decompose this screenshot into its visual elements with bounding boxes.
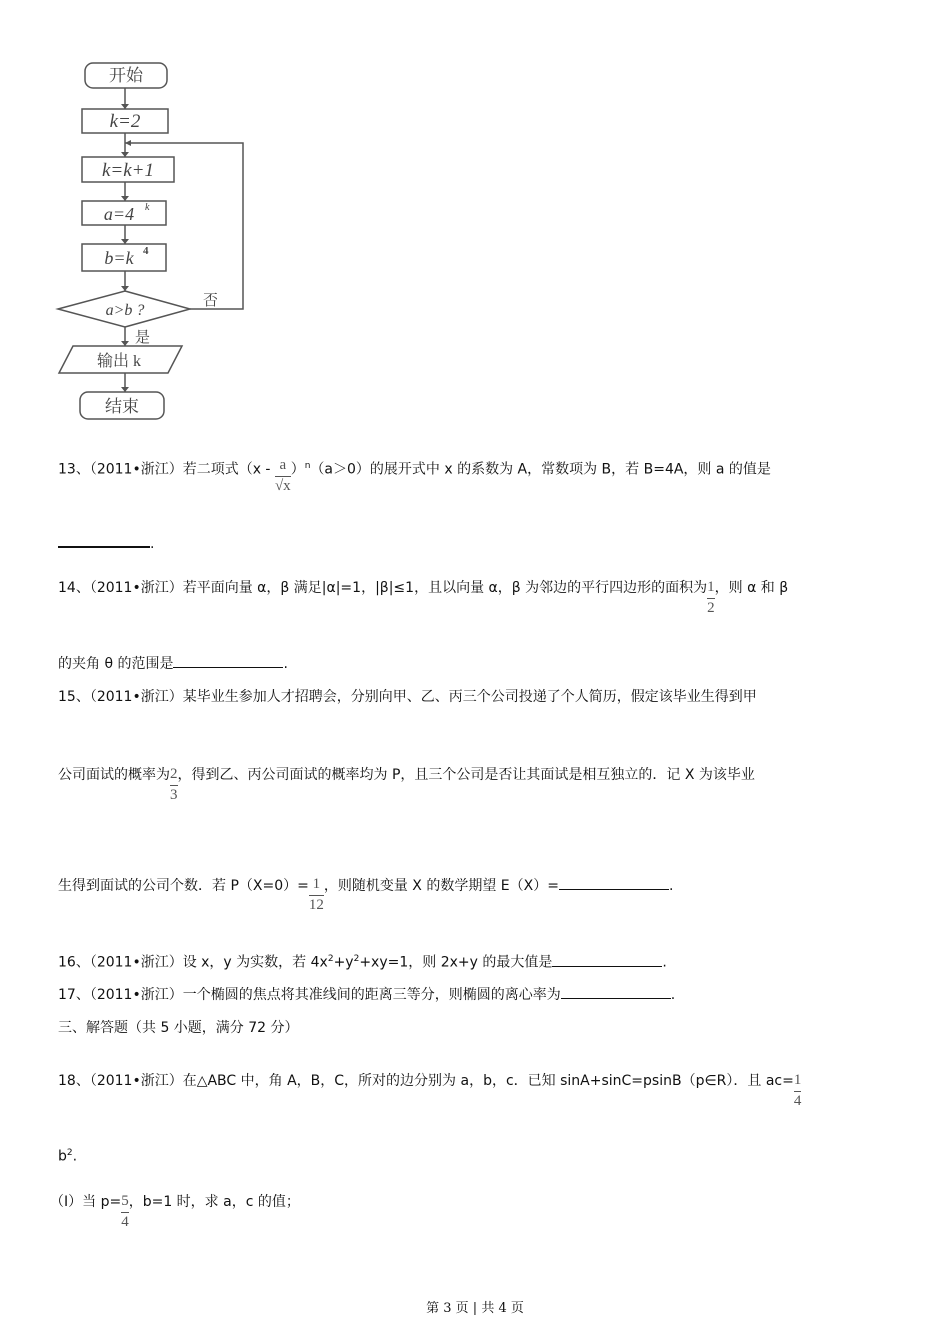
superscript: 2 <box>353 954 360 964</box>
period: . <box>670 987 676 1003</box>
period: . <box>72 1148 78 1165</box>
question-14 <box>58 578 788 617</box>
flow-step2-label: a=4 <box>103 204 135 224</box>
flowchart <box>55 55 255 425</box>
q16-prefix: 16、（2011•浙江）设 x，y 为实数，若 4x <box>58 954 328 971</box>
period: . <box>283 656 288 672</box>
question-15: 15、（2011•浙江）某毕业生参加人才招聘会，分别向甲、乙、丙三个公司投递了个人简历，假定该毕业生得到甲 <box>58 689 757 705</box>
answer-blank[interactable] <box>552 952 662 967</box>
flow-step3-label: b=k <box>104 248 134 268</box>
period: . <box>668 878 674 894</box>
q15-line2 <box>58 765 755 804</box>
flow-step1-label: k=k+1 <box>101 160 155 181</box>
flow-step2-exp: k <box>145 202 150 213</box>
frac-numerator: 1 <box>312 876 321 892</box>
q15-line2-rest: ，得到乙、丙公司面试的概率均为 P，且三个公司是否让其面试是相互独立的．记 X 为该毕业 <box>177 767 755 783</box>
frac-numerator: 5 <box>121 1193 129 1209</box>
question-13 <box>58 456 771 495</box>
q13-paren: ） <box>290 461 305 478</box>
q15-line3 <box>58 875 673 914</box>
q18-line1: 18、（2011•浙江）在△ABC 中，角 A，B，C，所对的边分别为 a，b，c．已知 sinA+sinC=psinB（p∈R）．且 ac= <box>58 1073 794 1089</box>
q13-rest: （a＞0）的展开式中 x 的系数为 A，常数项为 B，若 B=4A，则 a 的值是 <box>310 461 771 478</box>
q13-prefix: 13、（2011•浙江）若二项式（x - <box>58 461 271 478</box>
flow-step3-exp: 4 <box>143 245 149 257</box>
flow-init-label: k=2 <box>109 111 141 132</box>
q18-fraction <box>794 1071 802 1110</box>
flow-start-label: 开始 <box>109 66 143 85</box>
q16-mid: +y <box>333 954 354 971</box>
page-footer: 第 3 页 | 共 4 页 <box>426 1301 524 1316</box>
question-16 <box>58 949 667 973</box>
answer-blank[interactable] <box>58 532 150 548</box>
answer-blank[interactable] <box>561 984 671 999</box>
superscript: 2 <box>327 954 334 964</box>
q14-line2 <box>58 653 288 674</box>
q15-line2-prefix: 公司面试的概率为 <box>58 767 170 783</box>
q18-part1 <box>50 1192 300 1231</box>
flow-end-label: 结束 <box>105 397 139 416</box>
q13-answer-line <box>58 532 154 554</box>
frac-denominator: 4 <box>793 1093 802 1109</box>
period: . <box>150 536 155 552</box>
q18-part1-prefix: （Ⅰ）当 p= <box>50 1194 122 1210</box>
q14-fraction <box>707 578 715 617</box>
flow-decision-label: a>b ? <box>105 302 145 319</box>
frac-numerator: a <box>279 457 287 473</box>
period: . <box>662 954 667 971</box>
superscript: 2 <box>66 1148 73 1158</box>
frac-numerator: 1 <box>707 579 715 595</box>
flow-yes-label: 是 <box>135 330 151 346</box>
flow-output-label: 输出 k <box>96 353 142 370</box>
answer-blank[interactable] <box>173 653 283 668</box>
question-17 <box>58 984 675 1005</box>
q15-fraction-1 <box>170 765 178 804</box>
q13-fraction <box>275 456 291 495</box>
frac-denominator: 2 <box>707 600 715 616</box>
q18-part1-rest: ，b=1 时，求 a，c 的值； <box>128 1194 300 1210</box>
q17-text: 17、（2011•浙江）一个椭圆的焦点将其准线间的距离三等分，则椭圆的离心率为 <box>58 987 561 1003</box>
q14-rest: ，则 α 和 β <box>714 580 789 596</box>
frac-numerator: 2 <box>170 766 178 782</box>
q14-prefix: 14、（2011•浙江）若平面向量 α，β 满足|α|=1，|β|≤1，且以向量 α，β 为邻边的平行四边形的面积为 <box>58 580 708 596</box>
q13-exponent: n <box>304 461 311 471</box>
q18-b: b <box>58 1148 67 1165</box>
frac-denominator: 12 <box>308 897 324 913</box>
flow-no-label: 否 <box>203 293 219 309</box>
q18-part1-fraction <box>121 1192 129 1231</box>
q14-line2-text: 的夹角 θ 的范围是 <box>58 656 174 672</box>
frac-denominator: 3 <box>170 787 178 803</box>
question-18 <box>58 1071 801 1110</box>
q15-fraction-2 <box>309 875 324 914</box>
q15-line3-prefix: 生得到面试的公司个数．若 P（X=0）= <box>58 878 309 894</box>
q18-line2 <box>58 1143 77 1167</box>
frac-denominator: 4 <box>121 1214 129 1230</box>
frac-denominator: √x <box>274 478 291 494</box>
q15-line3-rest: ，则随机变量 X 的数学期望 E（X）= <box>323 878 559 894</box>
section-heading: 三、解答题（共 5 小题，满分 72 分） <box>58 1020 299 1036</box>
frac-numerator: 1 <box>793 1072 802 1088</box>
answer-blank[interactable] <box>559 875 669 890</box>
q16-rest: +xy=1，则 2x+y 的最大值是 <box>359 954 553 971</box>
